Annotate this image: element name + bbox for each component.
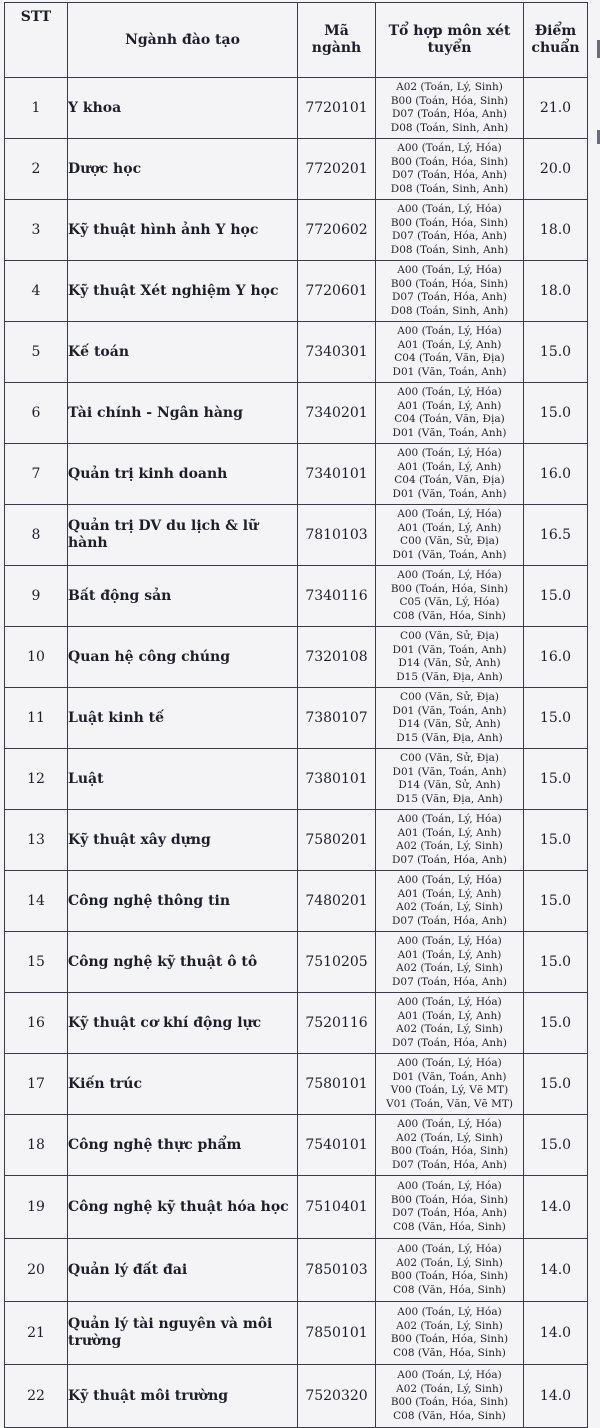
row-stt: 12 [5, 749, 68, 810]
row-score: 21.0 [524, 78, 588, 139]
combo-line: A00 (Toán, Lý, Hóa) [397, 264, 502, 276]
row-score: 15.0 [524, 322, 588, 383]
row-score: 20.0 [524, 139, 588, 200]
combo-line: A00 (Toán, Lý, Hóa) [397, 1306, 502, 1318]
combo-line: A02 (Toán, Lý, Sinh) [396, 840, 503, 852]
table-row [5, 749, 588, 810]
combo-line: C00 (Văn, Sử, Địa) [400, 752, 499, 764]
row-major: Quản trị DV du lịch & lữ hành [68, 505, 298, 566]
combo-line: A01 (Toán, Lý, Anh) [397, 1009, 502, 1022]
combo-line: B00 (Toán, Hóa, Sinh) [390, 1270, 509, 1282]
row-score: 14.0 [524, 1365, 588, 1428]
table-row [5, 1302, 588, 1365]
combo-line: A01 (Toán, Lý, Anh) [397, 948, 502, 961]
combo-line: D07 (Toán, Hóa, Anh) [391, 853, 508, 866]
combo-line: A02 (Toán, Lý, Sinh) [396, 962, 503, 974]
combo-line: A00 (Toán, Lý, Hóa) [397, 325, 502, 337]
row-major: Y khoa [68, 78, 298, 139]
row-stt: 20 [5, 1239, 68, 1302]
combo-line: B00 (Toán, Hóa, Sinh) [390, 216, 509, 229]
combo-line: B00 (Toán, Hóa, Sinh) [390, 1396, 509, 1408]
row-stt: 11 [5, 688, 68, 749]
row-combos [376, 139, 524, 200]
row-major: Tài chính - Ngân hàng [68, 383, 298, 444]
row-combos [376, 688, 524, 749]
row-score: 14.0 [524, 1239, 588, 1302]
row-major: Quản lý tài nguyên và môi trường [68, 1302, 298, 1365]
row-stt: 2 [5, 139, 68, 200]
header-combos: Tổ hợp môn xét tuyển [376, 3, 524, 78]
combo-line: A01 (Toán, Lý, Anh) [397, 399, 502, 412]
combo-line: B00 (Toán, Hóa, Sinh) [390, 155, 509, 168]
combo-line: B00 (Toán, Hóa, Sinh) [390, 1145, 509, 1157]
row-score: 15.0 [524, 810, 588, 871]
combo-line: D14 (Văn, Sử, Anh) [398, 718, 501, 730]
combo-line: A00 (Toán, Lý, Hóa) [397, 813, 502, 825]
row-score: 14.0 [524, 1176, 588, 1239]
combo-line: A00 (Toán, Lý, Hóa) [397, 1180, 502, 1192]
combo-line: C00 (Văn, Sử, Địa) [400, 630, 499, 642]
row-code: 7850103 [298, 1239, 376, 1302]
row-major: Kỹ thuật cơ khí động lực [68, 993, 298, 1054]
row-code: 7720601 [298, 261, 376, 322]
row-stt: 4 [5, 261, 68, 322]
table-row [5, 200, 588, 261]
combo-line: D07 (Toán, Hóa, Anh) [391, 975, 508, 988]
combo-line: D08 (Toán, Sinh, Anh) [390, 304, 509, 317]
combo-line: D07 (Toán, Hóa, Anh) [391, 108, 508, 120]
row-major: Kế toán [68, 322, 298, 383]
row-major: Luật kinh tế [68, 688, 298, 749]
table-body [5, 78, 588, 1428]
row-stt: 6 [5, 383, 68, 444]
combo-line: A02 (Toán, Lý, Sinh) [396, 1023, 503, 1035]
combo-line: A02 (Toán, Lý, Sinh) [396, 1319, 503, 1332]
combo-line: A02 (Toán, Lý, Sinh) [396, 901, 503, 913]
row-score: 15.0 [524, 871, 588, 932]
row-score: 18.0 [524, 261, 588, 322]
combo-line: D07 (Toán, Hóa, Anh) [391, 169, 508, 181]
table-row [5, 932, 588, 993]
combo-line: D01 (Văn, Toán, Anh) [392, 426, 507, 439]
table-row [5, 1054, 588, 1115]
row-score: 15.0 [524, 383, 588, 444]
row-code: 7580201 [298, 810, 376, 871]
row-major: Công nghệ thông tin [68, 871, 298, 932]
row-major: Quan hệ công chúng [68, 627, 298, 688]
row-score: 15.0 [524, 566, 588, 627]
combo-line: A01 (Toán, Lý, Anh) [397, 521, 502, 534]
row-code: 7720101 [298, 78, 376, 139]
combo-line: B00 (Toán, Hóa, Sinh) [390, 277, 509, 290]
combo-line: A00 (Toán, Lý, Hóa) [397, 935, 502, 947]
header-major: Ngành đào tạo [68, 3, 298, 78]
row-score: 15.0 [524, 993, 588, 1054]
combo-line: D07 (Toán, Hóa, Anh) [391, 291, 508, 303]
row-score: 15.0 [524, 749, 588, 810]
combo-line: D07 (Toán, Hóa, Anh) [391, 1158, 508, 1171]
combo-line: D07 (Toán, Hóa, Anh) [391, 1036, 508, 1049]
table-row [5, 383, 588, 444]
row-stt: 19 [5, 1176, 68, 1239]
combo-line: B00 (Toán, Hóa, Sinh) [390, 1333, 509, 1345]
row-combos [376, 1054, 524, 1115]
row-code: 7380101 [298, 749, 376, 810]
row-major: Kỹ thuật hình ảnh Y học [68, 200, 298, 261]
row-combos [376, 627, 524, 688]
combo-line: C00 (Văn, Sử, Địa) [400, 691, 499, 703]
combo-line: A00 (Toán, Lý, Hóa) [397, 1369, 502, 1381]
row-stt: 16 [5, 993, 68, 1054]
combo-line: A02 (Toán, Lý, Sinh) [396, 1382, 503, 1395]
row-combos [376, 1115, 524, 1176]
combo-line: D07 (Toán, Hóa, Anh) [391, 1207, 508, 1219]
table-row [5, 627, 588, 688]
combo-line: C08 (Văn, Hóa, Sinh) [393, 609, 506, 622]
row-score: 15.0 [524, 932, 588, 993]
header-code: Mã ngành [298, 3, 376, 78]
row-combos [376, 566, 524, 627]
combo-line: D01 (Văn, Toán, Anh) [392, 765, 507, 778]
row-score: 15.0 [524, 1115, 588, 1176]
row-combos [376, 505, 524, 566]
row-stt: 13 [5, 810, 68, 871]
row-major: Kỹ thuật Xét nghiệm Y học [68, 261, 298, 322]
row-stt: 10 [5, 627, 68, 688]
row-combos [376, 871, 524, 932]
row-stt: 21 [5, 1302, 68, 1365]
combo-line: A02 (Toán, Lý, Sinh) [396, 1131, 503, 1144]
combo-line: A01 (Toán, Lý, Anh) [397, 460, 502, 473]
combo-line: A00 (Toán, Lý, Hóa) [397, 508, 502, 520]
combo-line: D07 (Toán, Hóa, Anh) [391, 914, 508, 927]
combo-line: B00 (Toán, Hóa, Sinh) [390, 582, 509, 595]
row-combos [376, 1239, 524, 1302]
table-row [5, 1115, 588, 1176]
row-combos [376, 1176, 524, 1239]
row-score: 15.0 [524, 1054, 588, 1115]
row-score: 16.0 [524, 444, 588, 505]
header-stt: STT [5, 3, 68, 78]
row-combos [376, 383, 524, 444]
row-combos [376, 322, 524, 383]
combo-line: D01 (Văn, Toán, Anh) [392, 548, 507, 561]
table-row [5, 505, 588, 566]
row-combos [376, 444, 524, 505]
combo-line: C08 (Văn, Hóa, Sinh) [393, 1220, 506, 1233]
table-row [5, 1239, 588, 1302]
combo-line: D01 (Văn, Toán, Anh) [392, 487, 507, 500]
combo-line: C04 (Toán, Văn, Địa) [394, 474, 505, 486]
table-row [5, 444, 588, 505]
combo-line: B00 (Toán, Hóa, Sinh) [390, 1193, 509, 1206]
row-combos [376, 261, 524, 322]
table-row [5, 871, 588, 932]
combo-line: C05 (Văn, Lý, Hóa) [399, 596, 500, 608]
row-code: 7340201 [298, 383, 376, 444]
row-code: 7320108 [298, 627, 376, 688]
row-score: 15.0 [524, 688, 588, 749]
combo-line: C04 (Toán, Văn, Địa) [394, 352, 505, 364]
row-code: 7340116 [298, 566, 376, 627]
table-row [5, 688, 588, 749]
table-row [5, 566, 588, 627]
combo-line: D01 (Văn, Toán, Anh) [392, 704, 507, 717]
row-score: 18.0 [524, 200, 588, 261]
combo-line: D01 (Văn, Toán, Anh) [392, 365, 507, 378]
row-code: 7520116 [298, 993, 376, 1054]
combo-line: C04 (Toán, Văn, Địa) [394, 413, 505, 425]
combo-line: A02 (Toán, Lý, Sinh) [396, 1256, 503, 1269]
table-row [5, 78, 588, 139]
row-code: 7480201 [298, 871, 376, 932]
combo-line: C08 (Văn, Hóa, Sinh) [393, 1409, 506, 1422]
row-major: Luật [68, 749, 298, 810]
header-row [5, 3, 588, 78]
row-combos [376, 78, 524, 139]
combo-line: A00 (Toán, Lý, Hóa) [397, 996, 502, 1008]
row-score: 14.0 [524, 1302, 588, 1365]
row-code: 7720201 [298, 139, 376, 200]
combo-line: A00 (Toán, Lý, Hóa) [397, 203, 502, 215]
row-code: 7810103 [298, 505, 376, 566]
row-stt: 15 [5, 932, 68, 993]
row-major: Kỹ thuật môi trường [68, 1365, 298, 1428]
row-combos [376, 993, 524, 1054]
combo-line: D15 (Văn, Địa, Anh) [396, 731, 503, 744]
table-row [5, 1365, 588, 1428]
row-stt: 8 [5, 505, 68, 566]
combo-line: V01 (Toán, Văn, Vẽ MT) [386, 1097, 513, 1110]
row-major: Công nghệ kỹ thuật hóa học [68, 1176, 298, 1239]
row-major: Kiến trúc [68, 1054, 298, 1115]
row-stt: 17 [5, 1054, 68, 1115]
combo-line: A02 (Toán, Lý, Sinh) [396, 81, 503, 93]
combo-line: D07 (Toán, Hóa, Anh) [391, 230, 508, 242]
row-code: 7540101 [298, 1115, 376, 1176]
row-stt: 7 [5, 444, 68, 505]
combo-line: D15 (Văn, Địa, Anh) [396, 792, 503, 805]
row-code: 7510205 [298, 932, 376, 993]
table-row [5, 139, 588, 200]
table-row [5, 261, 588, 322]
combo-line: A01 (Toán, Lý, Anh) [397, 338, 502, 351]
row-combos [376, 200, 524, 261]
row-code: 7580101 [298, 1054, 376, 1115]
combo-line: C08 (Văn, Hóa, Sinh) [393, 1283, 506, 1296]
admission-score-table [4, 2, 588, 1428]
combo-line: D01 (Văn, Toán, Anh) [392, 1070, 507, 1083]
table-row [5, 1176, 588, 1239]
row-stt: 9 [5, 566, 68, 627]
row-code: 7340301 [298, 322, 376, 383]
row-combos [376, 1302, 524, 1365]
row-stt: 3 [5, 200, 68, 261]
combo-line: A01 (Toán, Lý, Anh) [397, 826, 502, 839]
combo-line: A01 (Toán, Lý, Anh) [397, 887, 502, 900]
combo-line: A00 (Toán, Lý, Hóa) [397, 874, 502, 886]
combo-line: D08 (Toán, Sinh, Anh) [390, 182, 509, 195]
row-code: 7850101 [298, 1302, 376, 1365]
row-stt: 14 [5, 871, 68, 932]
combo-line: A00 (Toán, Lý, Hóa) [397, 142, 502, 154]
row-major: Dược học [68, 139, 298, 200]
combo-line: V00 (Toán, Lý, Vẽ MT) [390, 1084, 509, 1096]
combo-line: C08 (Văn, Hóa, Sinh) [393, 1346, 506, 1359]
row-code: 7720602 [298, 200, 376, 261]
row-code: 7510401 [298, 1176, 376, 1239]
row-major: Công nghệ thực phẩm [68, 1115, 298, 1176]
row-combos [376, 749, 524, 810]
row-score: 16.5 [524, 505, 588, 566]
row-combos [376, 1365, 524, 1428]
combo-line: D08 (Toán, Sinh, Anh) [390, 243, 509, 256]
combo-line: A00 (Toán, Lý, Hóa) [397, 447, 502, 459]
row-major: Bất động sản [68, 566, 298, 627]
row-stt: 22 [5, 1365, 68, 1428]
row-stt: 1 [5, 78, 68, 139]
row-combos [376, 932, 524, 993]
header-score: Điểm chuẩn [524, 3, 588, 78]
table-row [5, 810, 588, 871]
combo-line: A00 (Toán, Lý, Hóa) [397, 1243, 502, 1255]
combo-line: D08 (Toán, Sinh, Anh) [390, 121, 509, 134]
combo-line: A00 (Toán, Lý, Hóa) [397, 1057, 502, 1069]
row-stt: 5 [5, 322, 68, 383]
row-major: Kỹ thuật xây dựng [68, 810, 298, 871]
combo-line: D15 (Văn, Địa, Anh) [396, 670, 503, 683]
row-code: 7520320 [298, 1365, 376, 1428]
row-major: Quản lý đất đai [68, 1239, 298, 1302]
combo-line: C00 (Văn, Sử, Địa) [400, 535, 499, 547]
combo-line: B00 (Toán, Hóa, Sinh) [390, 94, 509, 107]
table-row [5, 993, 588, 1054]
combo-line: A00 (Toán, Lý, Hóa) [397, 569, 502, 581]
combo-line: D14 (Văn, Sử, Anh) [398, 657, 501, 669]
row-stt: 18 [5, 1115, 68, 1176]
row-combos [376, 810, 524, 871]
row-major: Công nghệ kỹ thuật ô tô [68, 932, 298, 993]
combo-line: A00 (Toán, Lý, Hóa) [397, 386, 502, 398]
combo-line: A00 (Toán, Lý, Hóa) [397, 1118, 502, 1130]
table-row [5, 322, 588, 383]
combo-line: D14 (Văn, Sử, Anh) [398, 779, 501, 791]
row-code: 7380107 [298, 688, 376, 749]
row-score: 16.0 [524, 627, 588, 688]
combo-line: D01 (Văn, Toán, Anh) [392, 643, 507, 656]
row-major: Quản trị kinh doanh [68, 444, 298, 505]
row-code: 7340101 [298, 444, 376, 505]
